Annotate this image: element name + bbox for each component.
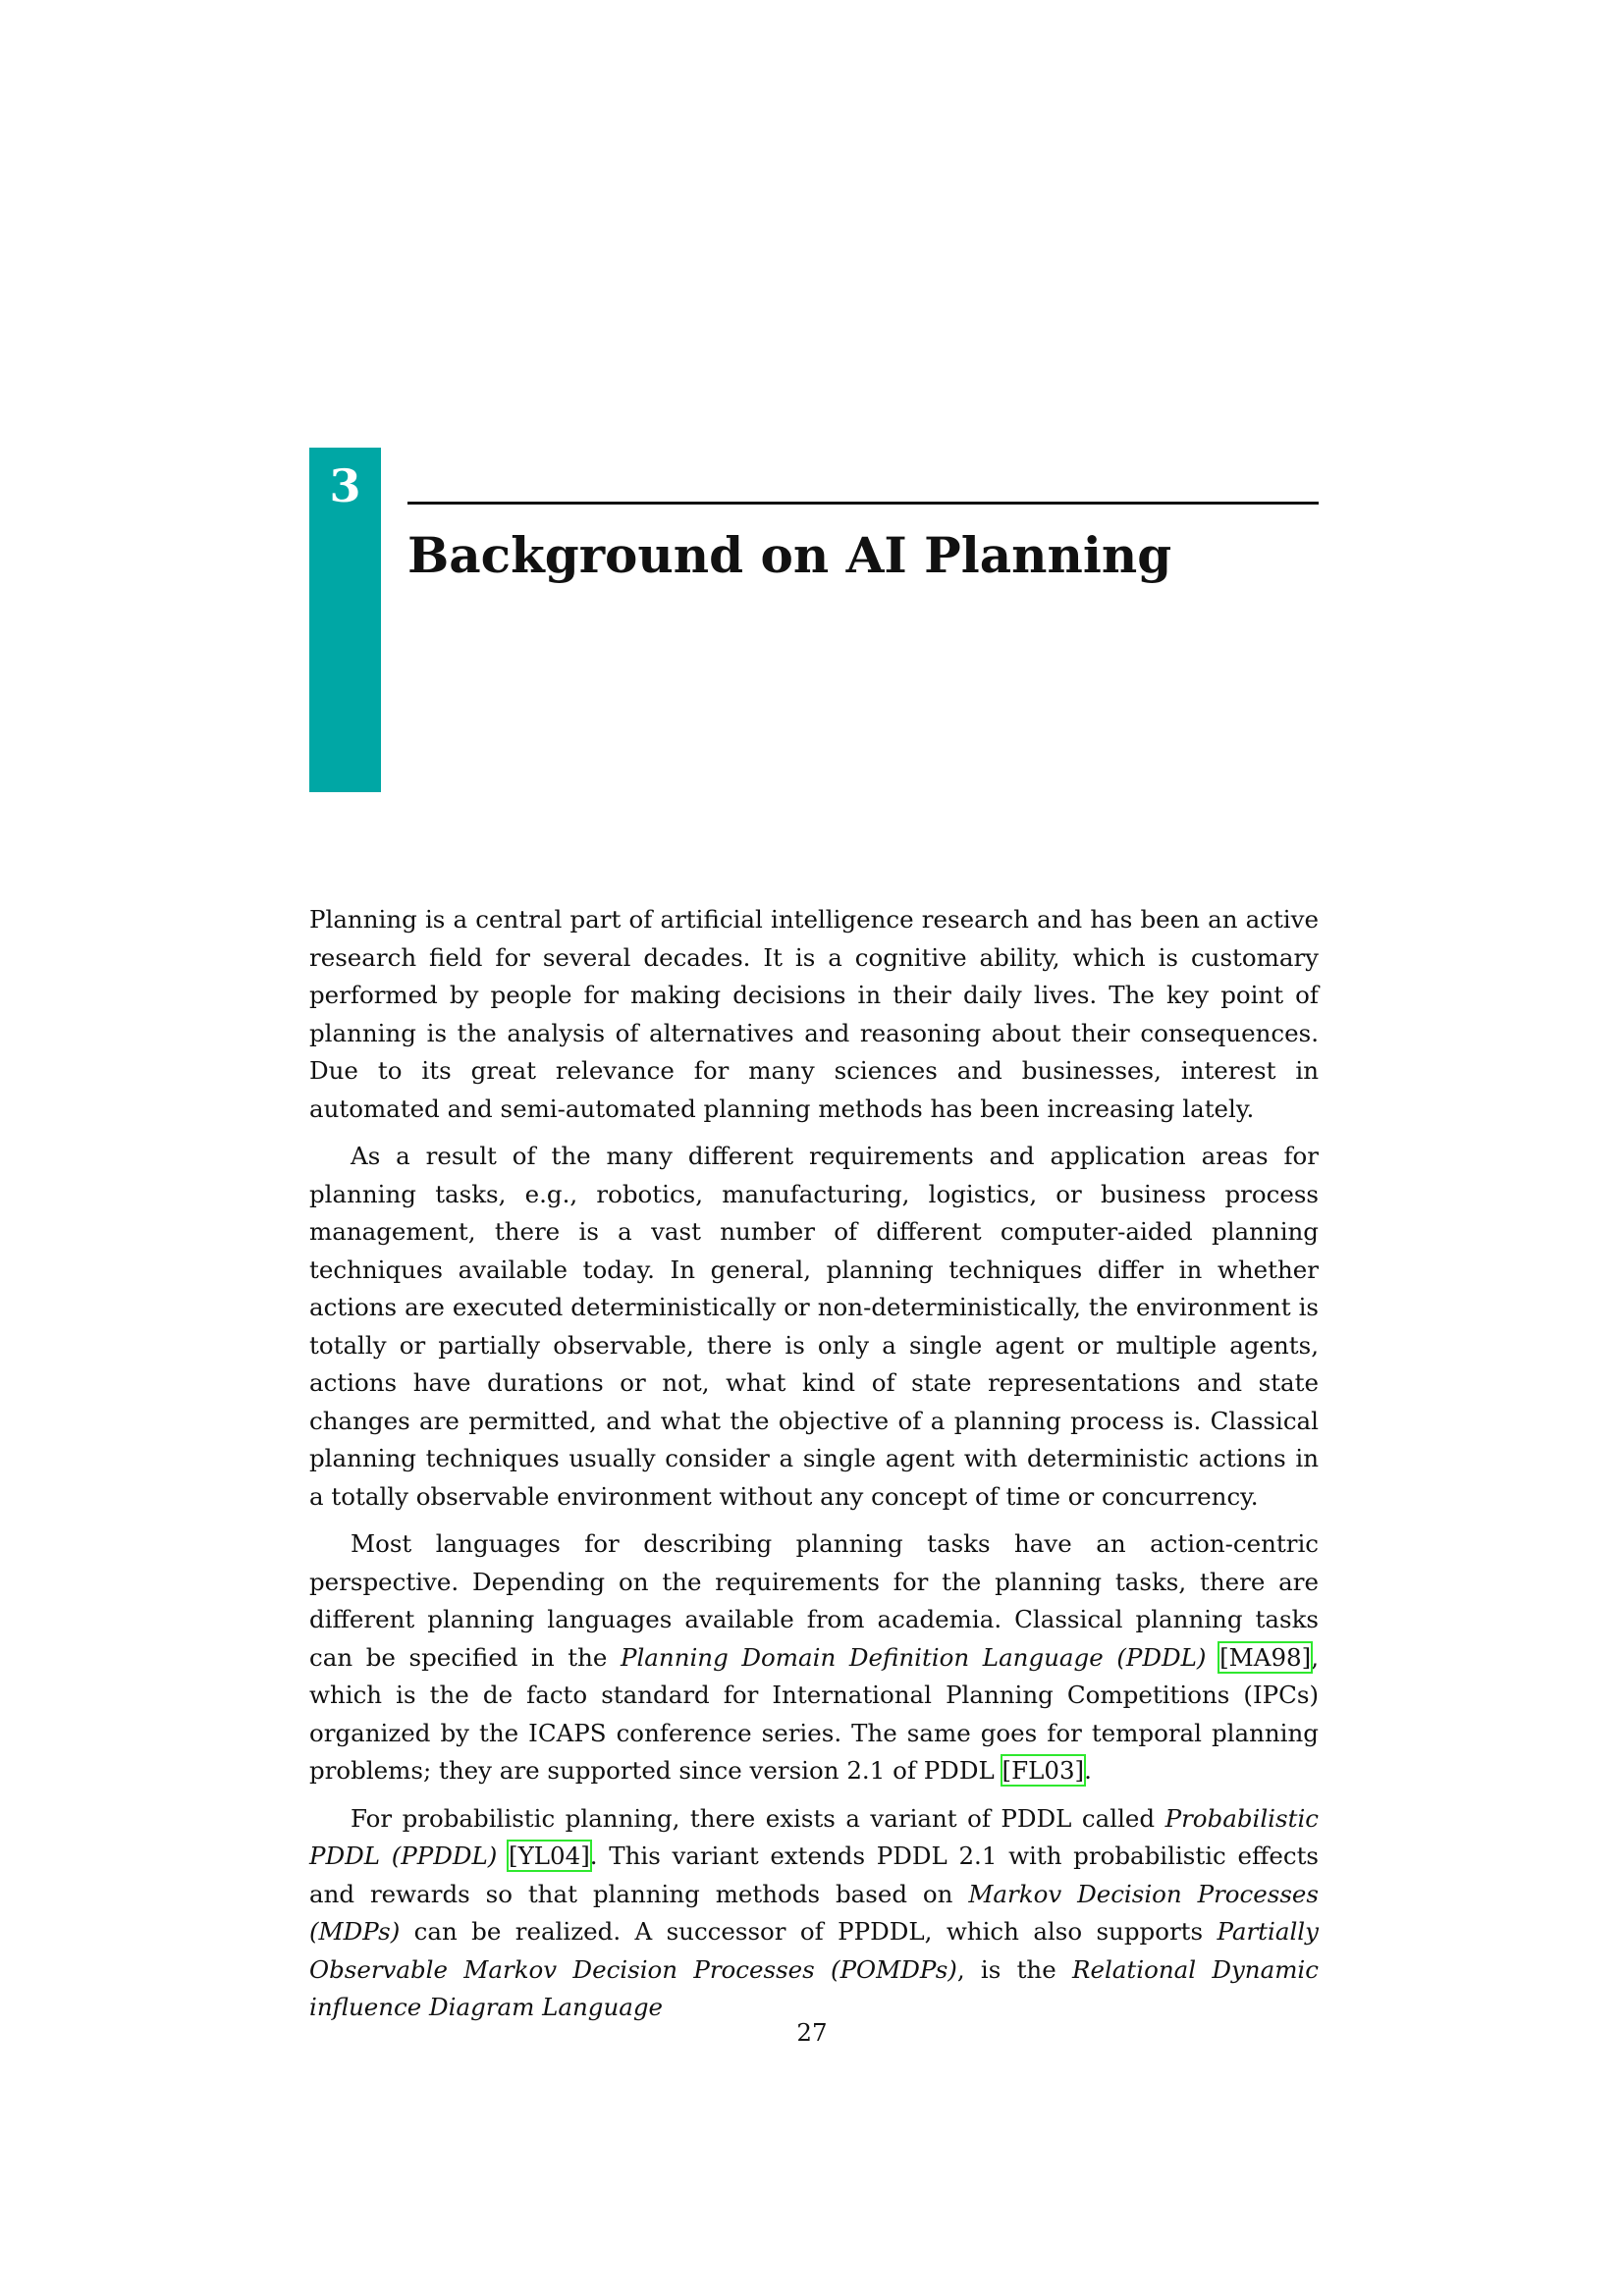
pddl-term: Planning Domain Definition Language (PDDL) bbox=[620, 1642, 1207, 1672]
citation-fl03-link[interactable]: [FL03] bbox=[1001, 1756, 1085, 1785]
paragraph-4-text-3: can be realized. A successor of PPDDL, which also supports bbox=[400, 1917, 1218, 1946]
paragraph-3-space bbox=[1206, 1643, 1219, 1672]
paragraph-4 bbox=[309, 1800, 1319, 2027]
chapter-title-rule bbox=[407, 502, 1319, 505]
rddl-term: Relational Dynamic influence Diagram Language bbox=[309, 1954, 1319, 2021]
page-number: 27 bbox=[796, 2018, 828, 2047]
body-text bbox=[309, 901, 1319, 2037]
paragraph-4-text-2: . This variant extends PDDL 2.1 with probabilistic effects and rewards so that planning methods based on bbox=[309, 1842, 1319, 1908]
ppddl-term: Probabilistic PDDL (PPDDL) bbox=[309, 1803, 1319, 1870]
paragraph-3-text-1: Most languages for describing planning tasks have an action-centric perspective. Depending on the requirements for the planning tasks, there are different planning languages available from academia. Classical planning tasks can be specified in the bbox=[309, 1529, 1319, 1672]
paragraph-2: As a result of the many different requirements and application areas for planning tasks, e.g., robotics, manufacturing, logistics, or business process management, there is a vast number of different computer-aided planning techniques available today. In general, planning techniques differ in whether actions are executed deterministically or non-deterministically, the environment is totally or partially observable, there is only a single agent or multiple agents, actions have durations or not, what kind of state representations and state changes are permitted, and what the objective of a planning process is. Classical planning techniques usually consider a single agent with deterministic actions in a totally observable environment without any concept of time or concurrency. bbox=[309, 1142, 1319, 1511]
paragraph-3-text-2: , which is the de facto standard for International Planning Competitions (IPCs) organized by the ICAPS conference series. The same goes for temporal planning problems; they are supported since version 2.1 of PDDL bbox=[309, 1642, 1319, 1785]
mdp-term: Markov Decision Processes (MDPs) bbox=[309, 1879, 1319, 1946]
paragraph-3 bbox=[309, 1525, 1319, 1790]
citation-yl04-link[interactable]: [YL04] bbox=[509, 1842, 590, 1870]
paragraph-4-text-4: , is the bbox=[956, 1954, 1072, 1984]
paragraph-1: Planning is a central part of artificial intelligence research and has been an active research field for several decades. It is a cognitive ability, which is customary performed by people for making decisions in their daily lives. The key point of planning is the analysis of alternatives and reasoning about their consequences. Due to its great relevance for many sciences and businesses, interest in automated and semi-automated planning methods has been increasing lately. bbox=[309, 905, 1319, 1123]
chapter-number-bar bbox=[309, 448, 381, 792]
paragraph-4-text-1: For probabilistic planning, there exists a variant of PDDL called bbox=[351, 1803, 1165, 1833]
pomdp-term: Partially Observable Markov Decision Processes (POMDPs) bbox=[309, 1917, 1319, 1984]
paragraph-4-space bbox=[497, 1842, 509, 1870]
chapter-number: 3 bbox=[329, 459, 361, 512]
chapter-title: Background on AI Planning bbox=[407, 526, 1172, 584]
paragraph-3-text-3: . bbox=[1084, 1756, 1092, 1785]
citation-ma98-link[interactable]: [MA98] bbox=[1219, 1642, 1312, 1672]
